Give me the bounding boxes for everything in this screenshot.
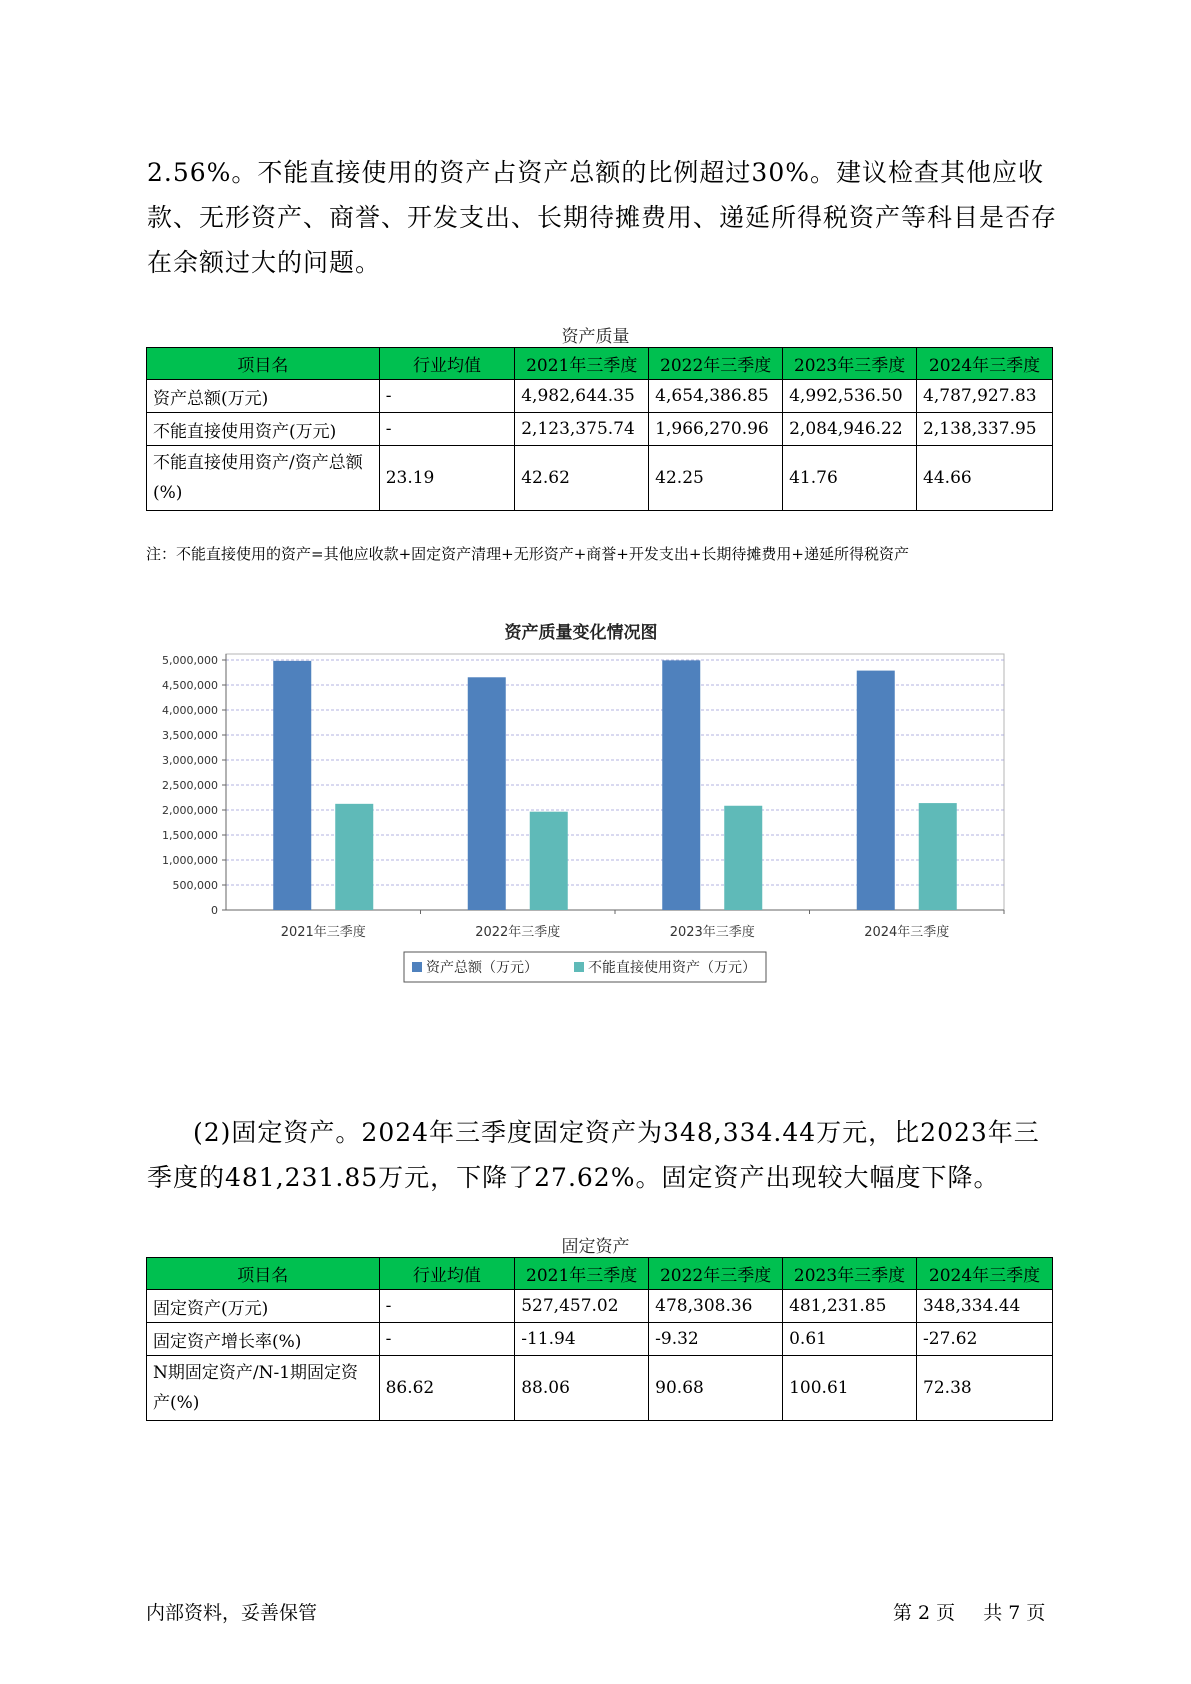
- bar-unusable-assets: [919, 803, 957, 910]
- paragraph-asset-quality: 2.56%。不能直接使用的资产占资产总额的比例超过30%。建议检查其他应收款、无形资产、商誉、开发支出、长期待摊费用、递延所得税资产等科目是否存在余额过大的问题。: [147, 158, 1058, 277]
- cell: 86.62: [379, 1356, 515, 1421]
- page-number: 第 2 页: [893, 1602, 956, 1624]
- table-row: [147, 1290, 1053, 1323]
- header-industry-avg: 行业均值: [379, 348, 515, 380]
- cell: 88.06: [515, 1356, 649, 1421]
- cell: 4,654,386.85: [649, 380, 783, 413]
- table-row: [147, 1323, 1053, 1356]
- cell: 100.61: [783, 1356, 917, 1421]
- header-2021q3: 2021年三季度: [515, 1258, 649, 1290]
- header-2021q3: 2021年三季度: [515, 348, 649, 380]
- cell: 527,457.02: [515, 1290, 649, 1323]
- bar-unusable-assets: [530, 812, 568, 910]
- cell: 23.19: [379, 446, 515, 511]
- cell: -: [379, 413, 515, 446]
- cell: 42.25: [649, 446, 783, 511]
- row-label: 固定资产(万元): [147, 1290, 380, 1323]
- header-2024q3: 2024年三季度: [917, 348, 1053, 380]
- y-tick-label: 500,000: [172, 879, 218, 892]
- cell: 2,084,946.22: [783, 413, 917, 446]
- cell: 4,992,536.50: [783, 380, 917, 413]
- cell: 42.62: [515, 446, 649, 511]
- table-row: [147, 413, 1053, 446]
- y-tick-label: 2,000,000: [162, 804, 218, 817]
- y-tick-label: 1,500,000: [162, 829, 218, 842]
- y-tick-label: 3,000,000: [162, 754, 218, 767]
- cell: 2,123,375.74: [515, 413, 649, 446]
- cell: 90.68: [649, 1356, 783, 1421]
- cell: -: [379, 1323, 515, 1356]
- y-tick-label: 3,500,000: [162, 729, 218, 742]
- footer-pagination: [893, 1598, 1045, 1625]
- cell: 72.38: [917, 1356, 1053, 1421]
- header-2024q3: 2024年三季度: [917, 1258, 1053, 1290]
- x-tick-label: 2024年三季度: [864, 925, 950, 940]
- cell: -9.32: [649, 1323, 783, 1356]
- y-tick-label: 4,000,000: [162, 704, 218, 717]
- cell: -: [379, 1290, 515, 1323]
- header-2022q3: 2022年三季度: [649, 348, 783, 380]
- bar-total-assets: [662, 660, 700, 910]
- legend-label: 资产总额（万元）: [426, 960, 538, 976]
- asset-quality-chart: [146, 612, 1016, 1072]
- cell: 478,308.36: [649, 1290, 783, 1323]
- y-tick-label: 5,000,000: [162, 654, 218, 667]
- cell: 348,334.44: [917, 1290, 1053, 1323]
- header-2023q3: 2023年三季度: [783, 1258, 917, 1290]
- asset-quality-table: [146, 347, 1053, 511]
- legend-swatch: [574, 962, 584, 972]
- bar-unusable-assets: [335, 804, 373, 910]
- cell: 481,231.85: [783, 1290, 917, 1323]
- chart-title: 资产质量变化情况图: [504, 623, 658, 643]
- table-row: [147, 446, 1053, 511]
- header-2022q3: 2022年三季度: [649, 1258, 783, 1290]
- page-total: 共 7 页: [983, 1602, 1046, 1624]
- bar-total-assets: [468, 677, 506, 910]
- cell: 4,982,644.35: [515, 380, 649, 413]
- cell: 4,787,927.83: [917, 380, 1053, 413]
- x-tick-label: 2023年三季度: [669, 925, 755, 940]
- table-note: 注：不能直接使用的资产=其他应收款+固定资产清理+无形资产+商誉+开发支出+长期待摊费用+递延所得税资产: [146, 545, 909, 563]
- y-tick-label: 2,500,000: [162, 779, 218, 792]
- bar-unusable-assets: [724, 806, 762, 910]
- cell: 1,966,270.96: [649, 413, 783, 446]
- cell: -: [379, 380, 515, 413]
- legend-swatch: [412, 962, 422, 972]
- row-label: 固定资产增长率(%): [147, 1323, 380, 1356]
- paragraph-fixed-assets: (2)固定资产。2024年三季度固定资产为348,334.44万元，比2023年三季度的481,231.85万元，下降了27.62%。固定资产出现较大幅度下降。: [147, 1118, 1040, 1192]
- y-tick-label: 1,000,000: [162, 854, 218, 867]
- row-label: 不能直接使用资产/资产总额(%): [147, 446, 380, 511]
- row-label: 不能直接使用资产(万元): [147, 413, 380, 446]
- table-row: [147, 1356, 1053, 1421]
- footer-confidential: 内部资料，妥善保管: [146, 1602, 318, 1624]
- cell: -27.62: [917, 1323, 1053, 1356]
- cell: 2,138,337.95: [917, 413, 1053, 446]
- row-label: N期固定资产/N-1期固定资产(%): [147, 1356, 380, 1421]
- legend-label: 不能直接使用资产（万元）: [588, 960, 756, 976]
- bar-total-assets: [857, 671, 895, 910]
- fixed-assets-table: [146, 1257, 1053, 1421]
- y-tick-label: 0: [211, 904, 218, 917]
- cell: 41.76: [783, 446, 917, 511]
- bar-total-assets: [273, 661, 311, 910]
- x-tick-label: 2021年三季度: [280, 925, 366, 940]
- header-item-name: 项目名: [147, 1258, 380, 1290]
- y-tick-label: 4,500,000: [162, 679, 218, 692]
- table2-caption: 固定资产: [561, 1237, 630, 1257]
- table1-caption: 资产质量: [561, 327, 630, 347]
- x-tick-label: 2022年三季度: [475, 925, 561, 940]
- header-2023q3: 2023年三季度: [783, 348, 917, 380]
- header-item-name: 项目名: [147, 348, 380, 380]
- cell: 0.61: [783, 1323, 917, 1356]
- cell: -11.94: [515, 1323, 649, 1356]
- table-row: [147, 380, 1053, 413]
- header-industry-avg: 行业均值: [379, 1258, 515, 1290]
- cell: 44.66: [917, 446, 1053, 511]
- row-label: 资产总额(万元): [147, 380, 380, 413]
